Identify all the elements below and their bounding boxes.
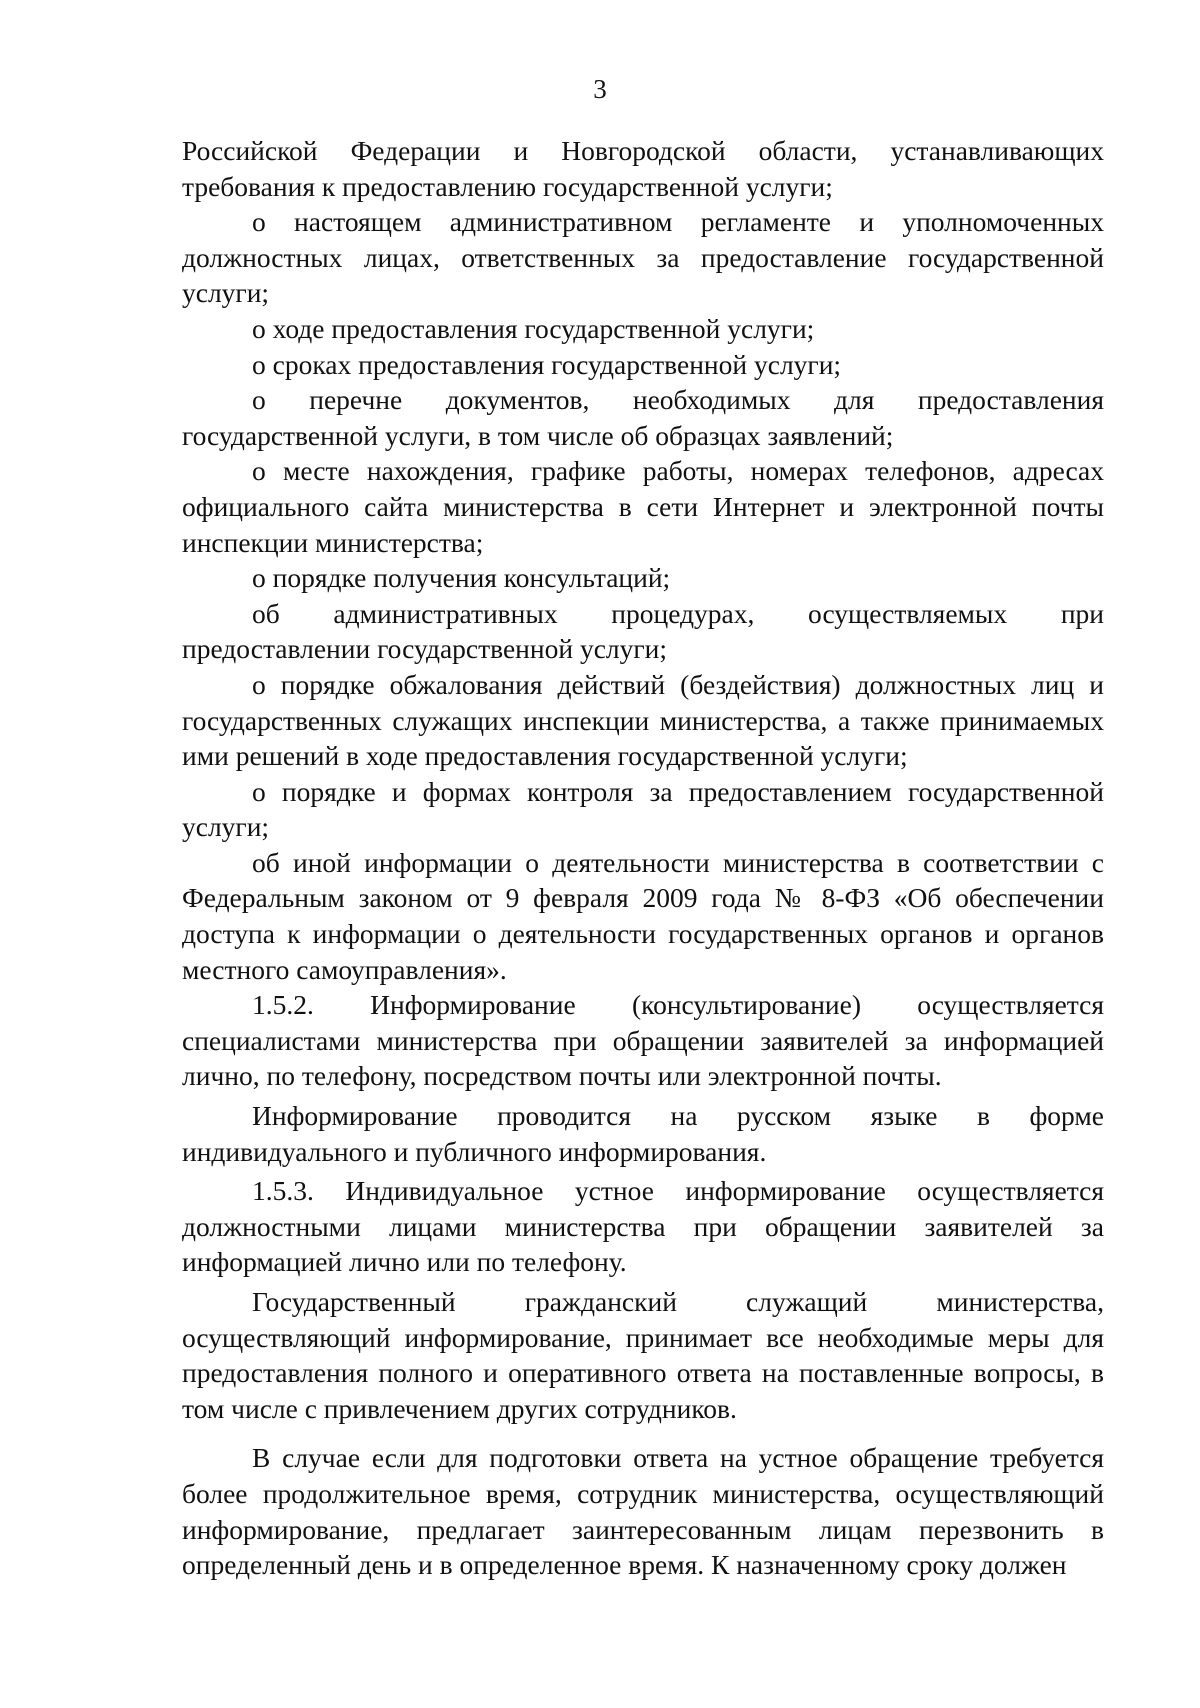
paragraph-list-item: о порядке и формах контроля за предоставлением государственной услуги; bbox=[182, 775, 1104, 843]
paragraph-list-item: о порядке получения консультаций; bbox=[252, 562, 671, 594]
page-number: 3 bbox=[593, 74, 607, 104]
paragraph: Информирование проводится на русском языке в форме индивидуального и публичного информирования. bbox=[182, 1100, 1104, 1167]
paragraph-list-item: о порядке обжалования действий (бездействия) должностных лиц и государственных служащих инспекции министерства, а также принимаемых ими решений в ходе предоставления государственной услуги; bbox=[182, 668, 1104, 772]
paragraph-section-1-5-3: 1.5.3. Индивидуальное устное информирование осуществляется должностными лицами министерства при обращении заявителей за информацией лично или по телефону. bbox=[182, 1175, 1104, 1278]
paragraph-list-item: о месте нахождения, графике работы, номерах телефонов, адресах официального сайта министерства в сети Интернет и электронной почты инспекции министерства; bbox=[182, 455, 1104, 558]
paragraph-section-1-5-2: 1.5.2. Информирование (консультирование) осуществляется специалистами министерства при обращении заявителей за информацией лично, по телефону, посредством почты или электронной почты. bbox=[182, 989, 1104, 1092]
paragraph-list-item: о сроках предоставления государственной услуги; bbox=[252, 348, 842, 380]
paragraph-list-item: об административных процедурах, осуществляемых при предоставлении государственной услуги; bbox=[182, 597, 1104, 665]
paragraph-list-item: о перечне документов, необходимых для предоставления государственной услуги, в том числе об образцах заявлений; bbox=[182, 384, 1104, 451]
paragraph-list-item: о ходе предоставления государственной услуги; bbox=[252, 312, 815, 344]
paragraph: В случае если для подготовки ответа на устное обращение требуется более продолжительное время, сотрудник министерства, осуществляющий информирование, предлагает заинтересованным лицам перезвонить в определенный день и в определенное время. К назначенному сроку должен bbox=[182, 1442, 1104, 1581]
paragraph-list-item: о настоящем административном регламенте и уполномоченных должностных лицах, ответственных за предоставление государственной услуги; bbox=[182, 206, 1104, 309]
paragraph-list-item: об иной информации о деятельности министерства в соответствии с Федеральным законом от 9 февраля 2009 года № 8-ФЗ «Об обеспечении доступа к информации о деятельности государственных органов и органов местного самоуправления». bbox=[182, 846, 1104, 985]
paragraph-continuation: Российской Федерации и Новгородской области, устанавливающих требования к предоставлению государственной услуги; bbox=[182, 135, 1104, 202]
paragraph: Государственный гражданский служащий министерства, осуществляющий информирование, принимает все необходимые меры для предоставления полного и оперативного ответа на поставленные вопросы, в том числе с привлечением других сотрудников. bbox=[182, 1286, 1104, 1424]
document-body bbox=[182, 133, 1104, 1583]
